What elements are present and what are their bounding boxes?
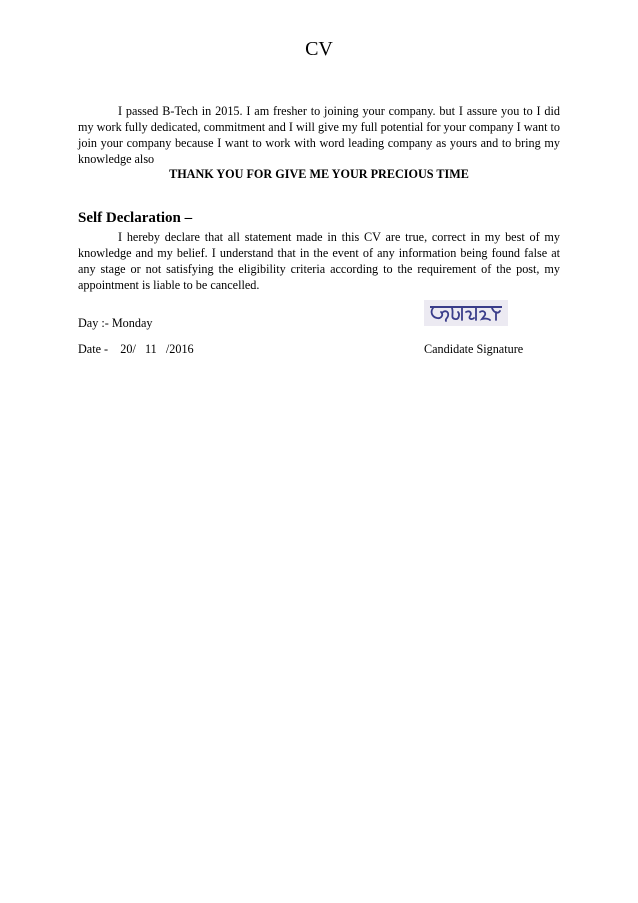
date-line: Date - 20/ 11 /2016 (78, 342, 194, 356)
declaration-paragraph (78, 229, 560, 293)
declaration-heading: Self Declaration – (78, 210, 193, 226)
day-line: Day :- Monday (78, 316, 153, 330)
declaration-text: I hereby declare that all statement made in this CV are true, correct in my best of my knowledge and my belief. I understand that in the event of any information being found false at any stage or not satisfying the eligibility criteria according to the requirement of the post, my appointment is liable to be cancelled. (78, 230, 560, 292)
page-title: CV (305, 38, 333, 60)
thanks-line: THANK YOU FOR GIVE ME YOUR PRECIOUS TIME (169, 167, 469, 181)
intro-paragraph (78, 103, 560, 167)
signature-label: Candidate Signature (424, 342, 524, 356)
handwritten-signature-icon (424, 300, 508, 326)
intro-text: I passed B-Tech in 2015. I am fresher to joining your company. but I assure you to I did my work fully dedicated, commitment and I will give my full potential for your company I want to join your company because I want to work with word leading company as yours and to bring my knowledge also (78, 104, 560, 166)
